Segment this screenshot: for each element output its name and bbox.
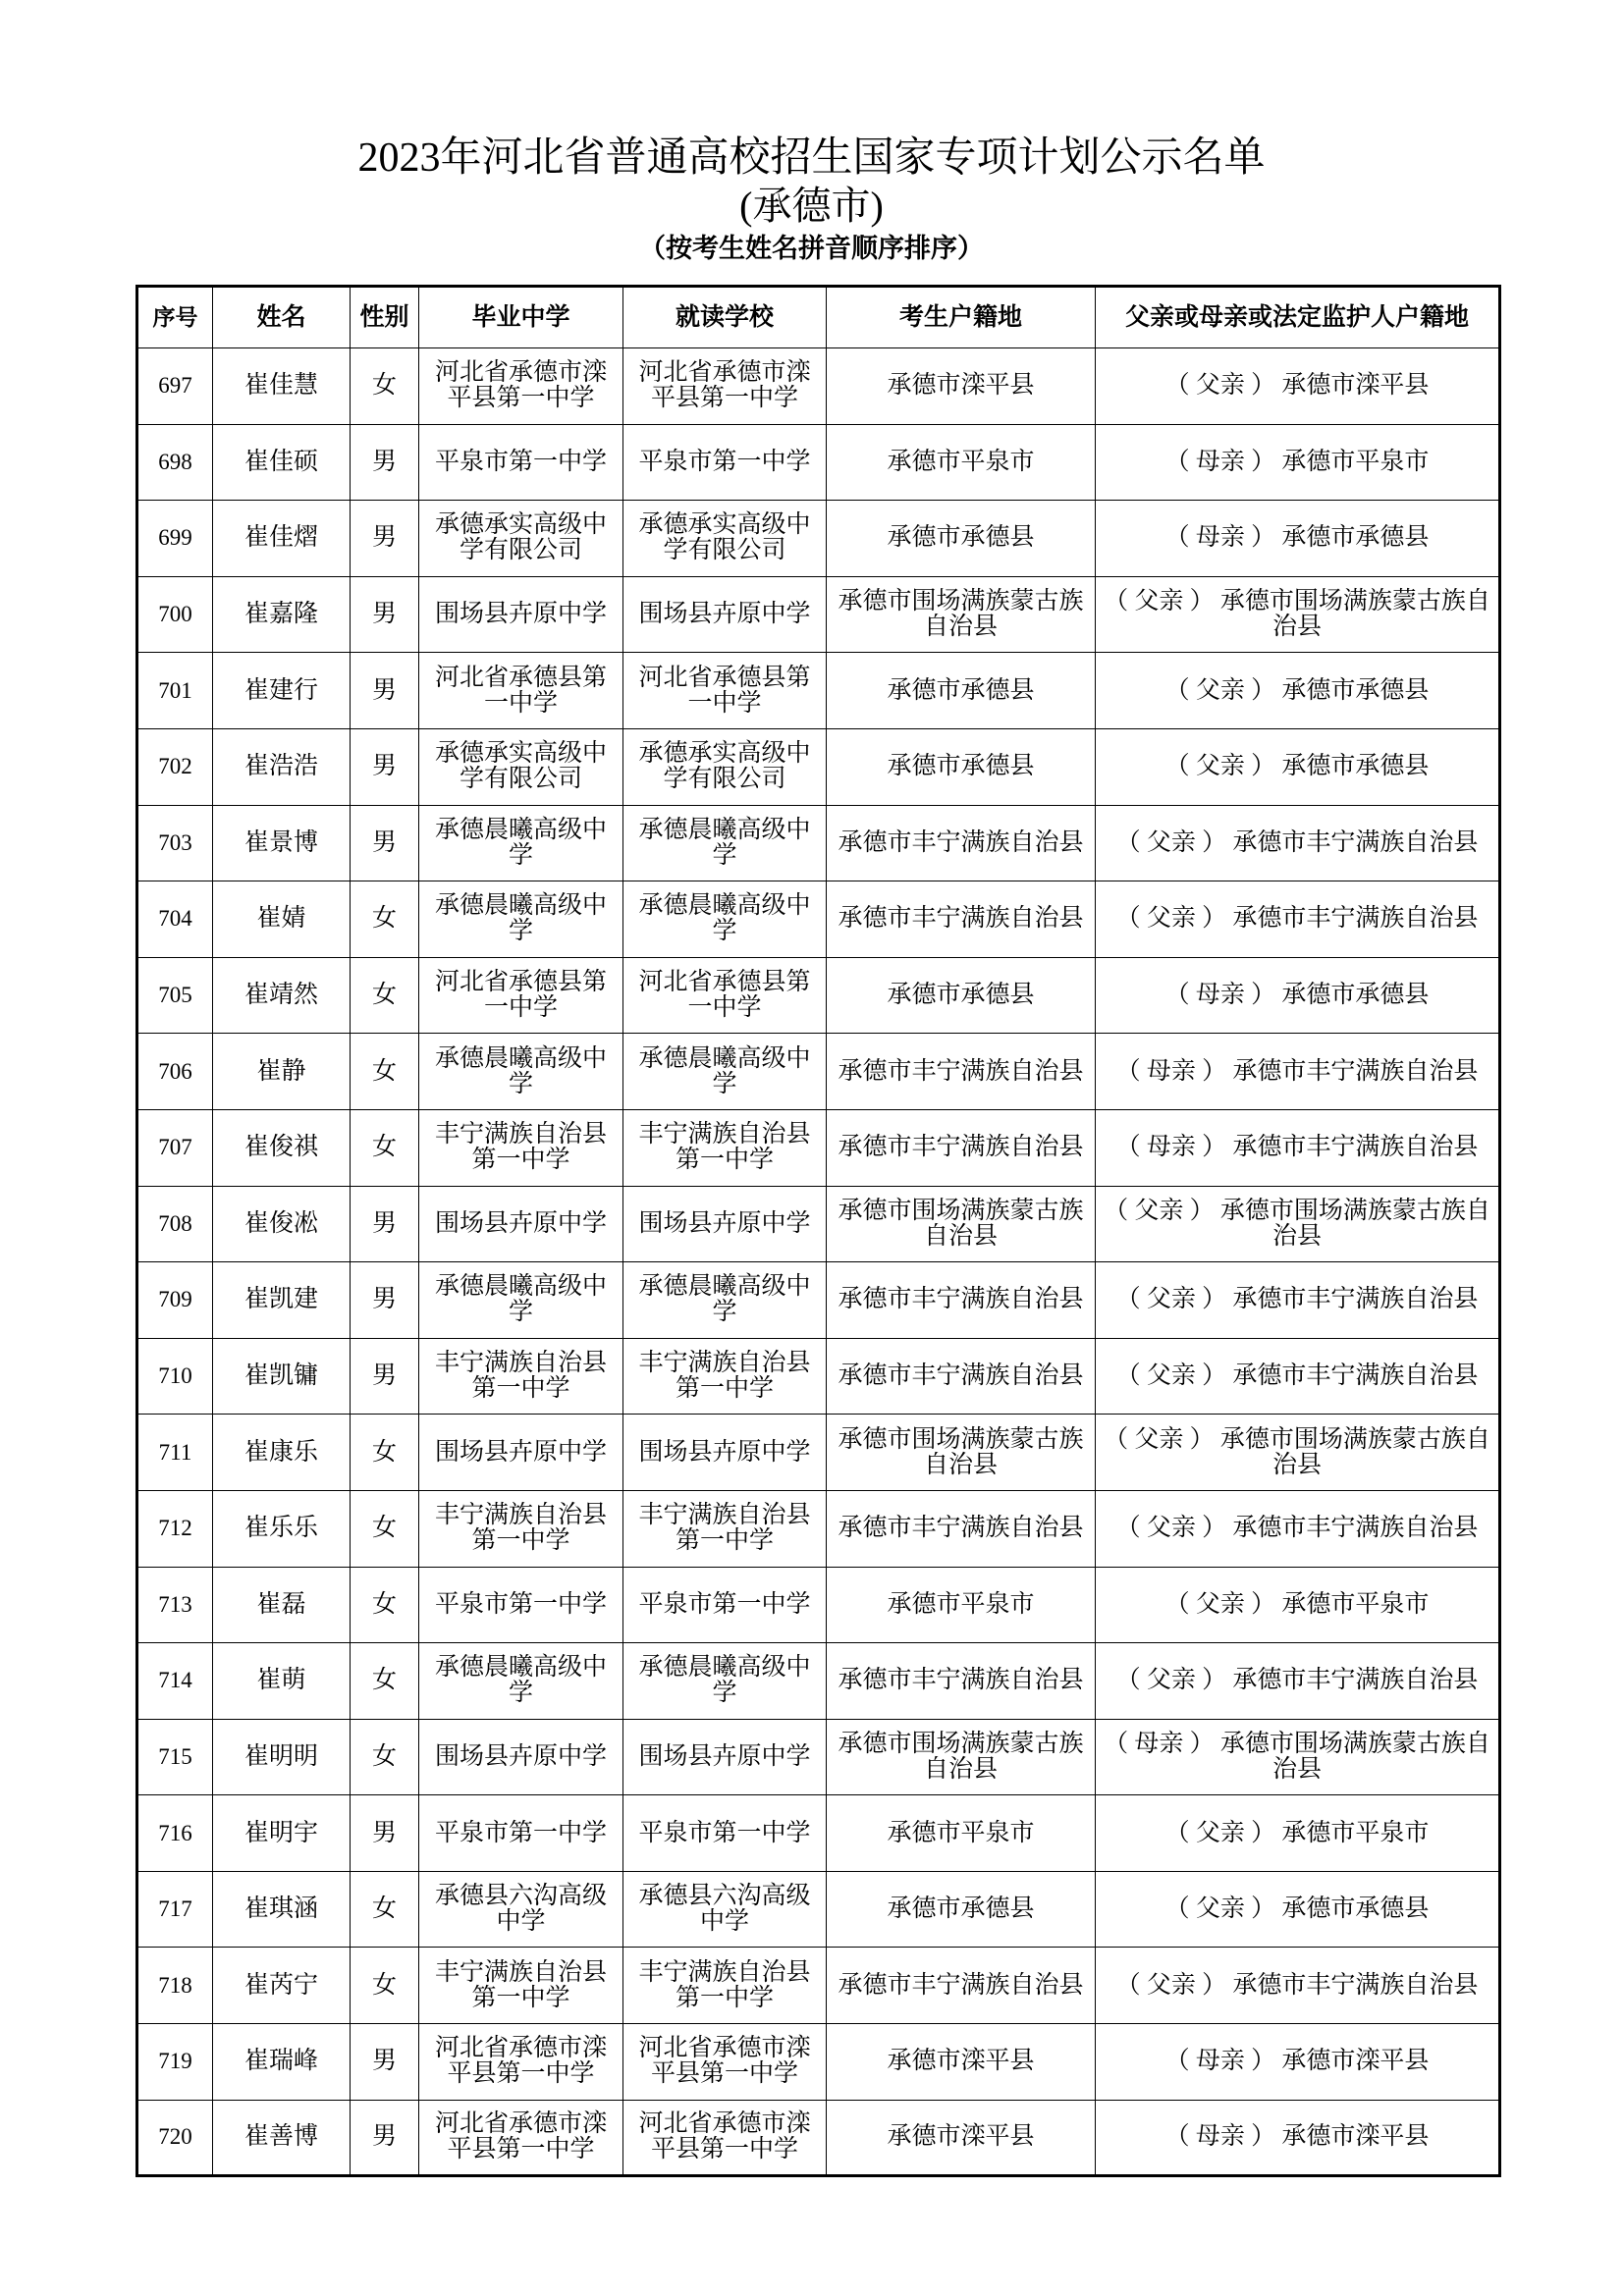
current-school-cell: 承德晨曦高级中学 <box>623 805 827 881</box>
student-household-cell: 承德市丰宁满族自治县 <box>827 1109 1096 1186</box>
guardian-household-cell: （ 父亲 ） 承德市丰宁满族自治县 <box>1096 1262 1500 1339</box>
current-school-cell: 承德承实高级中学有限公司 <box>623 728 827 805</box>
header-row <box>137 287 1500 348</box>
graduated-school-cell: 河北省承德市滦平县第一中学 <box>419 2100 623 2176</box>
student-name-cell: 崔嘉隆 <box>213 576 351 653</box>
student-household-cell: 承德市平泉市 <box>827 424 1096 501</box>
graduated-school-cell: 平泉市第一中学 <box>419 424 623 501</box>
row-number-cell: 701 <box>137 653 213 729</box>
table-row <box>137 1415 1500 1491</box>
graduated-school-cell: 丰宁满族自治县第一中学 <box>419 1109 623 1186</box>
graduated-school-cell: 丰宁满族自治县第一中学 <box>419 1490 623 1567</box>
table-row <box>137 881 1500 958</box>
student-name-cell: 崔建行 <box>213 653 351 729</box>
guardian-household-cell: （ 父亲 ） 承德市丰宁满族自治县 <box>1096 1948 1500 2024</box>
row-number-cell: 697 <box>137 348 213 425</box>
student-household-cell: 承德市丰宁满族自治县 <box>827 1034 1096 1110</box>
row-number-cell: 715 <box>137 1719 213 1795</box>
gender-cell: 男 <box>351 501 419 577</box>
student-name-cell: 崔佳熠 <box>213 501 351 577</box>
row-number-cell: 719 <box>137 2024 213 2101</box>
student-name-cell: 崔明明 <box>213 1719 351 1795</box>
gender-cell: 女 <box>351 1871 419 1948</box>
guardian-household-cell: （ 父亲 ） 承德市承德县 <box>1096 653 1500 729</box>
guardian-household-cell: （ 母亲 ） 承德市承德县 <box>1096 957 1500 1034</box>
student-name-cell: 崔俊凇 <box>213 1186 351 1262</box>
table-row <box>137 1719 1500 1795</box>
guardian-household-cell: （ 父亲 ） 承德市围场满族蒙古族自治县 <box>1096 1186 1500 1262</box>
gender-cell: 女 <box>351 1719 419 1795</box>
student-household-cell: 承德市丰宁满族自治县 <box>827 881 1096 958</box>
gender-cell: 女 <box>351 1643 419 1720</box>
table-row <box>137 501 1500 577</box>
gender-cell: 女 <box>351 1567 419 1643</box>
table-row <box>137 2024 1500 2101</box>
current-school-cell: 承德县六沟高级中学 <box>623 1871 827 1948</box>
student-household-cell: 承德市承德县 <box>827 957 1096 1034</box>
student-name-cell: 崔佳慧 <box>213 348 351 425</box>
current-school-cell: 河北省承德县第一中学 <box>623 653 827 729</box>
guardian-household-cell: （ 父亲 ） 承德市滦平县 <box>1096 348 1500 425</box>
current-school-cell: 承德晨曦高级中学 <box>623 1034 827 1110</box>
current-school-cell: 平泉市第一中学 <box>623 424 827 501</box>
gender-cell: 男 <box>351 424 419 501</box>
current-school-cell: 承德晨曦高级中学 <box>623 1262 827 1339</box>
student-name-cell: 崔康乐 <box>213 1415 351 1491</box>
graduated-school-cell: 承德晨曦高级中学 <box>419 1262 623 1339</box>
row-number-cell: 705 <box>137 957 213 1034</box>
gender-cell: 男 <box>351 1186 419 1262</box>
row-number-cell: 708 <box>137 1186 213 1262</box>
current-school-cell: 围场县卉原中学 <box>623 1415 827 1491</box>
table-row <box>137 1034 1500 1110</box>
gender-cell: 男 <box>351 2100 419 2176</box>
table-row <box>137 728 1500 805</box>
column-header-name: 姓名 <box>213 287 351 348</box>
student-name-cell: 崔善博 <box>213 2100 351 2176</box>
gender-cell: 女 <box>351 1109 419 1186</box>
gender-cell: 女 <box>351 1948 419 2024</box>
student-household-cell: 承德市丰宁满族自治县 <box>827 805 1096 881</box>
gender-cell: 男 <box>351 2024 419 2101</box>
guardian-household-cell: （ 母亲 ） 承德市承德县 <box>1096 501 1500 577</box>
row-number-cell: 710 <box>137 1338 213 1415</box>
gender-cell: 女 <box>351 1034 419 1110</box>
student-name-cell: 崔婧 <box>213 881 351 958</box>
current-school-cell: 河北省承德县第一中学 <box>623 957 827 1034</box>
row-number-cell: 700 <box>137 576 213 653</box>
current-school-cell: 丰宁满族自治县第一中学 <box>623 1109 827 1186</box>
gender-cell: 男 <box>351 1795 419 1872</box>
student-name-cell: 崔磊 <box>213 1567 351 1643</box>
current-school-cell: 平泉市第一中学 <box>623 1567 827 1643</box>
gender-cell: 男 <box>351 1338 419 1415</box>
guardian-household-cell: （ 父亲 ） 承德市围场满族蒙古族自治县 <box>1096 576 1500 653</box>
row-number-cell: 704 <box>137 881 213 958</box>
student-household-cell: 承德市滦平县 <box>827 348 1096 425</box>
student-household-cell: 承德市围场满族蒙古族自治县 <box>827 1415 1096 1491</box>
guardian-household-cell: （ 母亲 ） 承德市滦平县 <box>1096 2100 1500 2176</box>
student-household-cell: 承德市围场满族蒙古族自治县 <box>827 1186 1096 1262</box>
student-household-cell: 承德市平泉市 <box>827 1567 1096 1643</box>
student-name-cell: 崔芮宁 <box>213 1948 351 2024</box>
graduated-school-cell: 承德承实高级中学有限公司 <box>419 728 623 805</box>
student-name-cell: 崔凯镛 <box>213 1338 351 1415</box>
row-number-cell: 713 <box>137 1567 213 1643</box>
student-household-cell: 承德市围场满族蒙古族自治县 <box>827 576 1096 653</box>
student-name-cell: 崔乐乐 <box>213 1490 351 1567</box>
graduated-school-cell: 河北省承德市滦平县第一中学 <box>419 348 623 425</box>
student-household-cell: 承德市丰宁满族自治县 <box>827 1643 1096 1720</box>
guardian-household-cell: （ 父亲 ） 承德市丰宁满族自治县 <box>1096 1490 1500 1567</box>
student-name-cell: 崔凯建 <box>213 1262 351 1339</box>
student-name-cell: 崔琪涵 <box>213 1871 351 1948</box>
student-household-cell: 承德市承德县 <box>827 728 1096 805</box>
gender-cell: 女 <box>351 348 419 425</box>
gender-cell: 女 <box>351 1490 419 1567</box>
guardian-household-cell: （ 父亲 ） 承德市围场满族蒙古族自治县 <box>1096 1415 1500 1491</box>
table-row <box>137 1338 1500 1415</box>
column-header-graduated-school: 毕业中学 <box>419 287 623 348</box>
guardian-household-cell: （ 父亲 ） 承德市平泉市 <box>1096 1567 1500 1643</box>
guardian-household-cell: （ 母亲 ） 承德市丰宁满族自治县 <box>1096 1109 1500 1186</box>
column-header-household: 考生户籍地 <box>827 287 1096 348</box>
guardian-household-cell: （ 母亲 ） 承德市滦平县 <box>1096 2024 1500 2101</box>
gender-cell: 男 <box>351 805 419 881</box>
sort-note: （按考生姓名拼音顺序排序） <box>639 234 984 263</box>
graduated-school-cell: 承德晨曦高级中学 <box>419 881 623 958</box>
table-row <box>137 576 1500 653</box>
student-household-cell: 承德市丰宁满族自治县 <box>827 1338 1096 1415</box>
current-school-cell: 围场县卉原中学 <box>623 576 827 653</box>
graduated-school-cell: 承德晨曦高级中学 <box>419 805 623 881</box>
student-name-cell: 崔萌 <box>213 1643 351 1720</box>
gender-cell: 女 <box>351 957 419 1034</box>
graduated-school-cell: 平泉市第一中学 <box>419 1795 623 1872</box>
table-row <box>137 805 1500 881</box>
graduated-school-cell: 平泉市第一中学 <box>419 1567 623 1643</box>
graduated-school-cell: 河北省承德县第一中学 <box>419 957 623 1034</box>
table-row <box>137 348 1500 425</box>
student-household-cell: 承德市承德县 <box>827 653 1096 729</box>
table-row <box>137 957 1500 1034</box>
column-header-guardian-household: 父亲或母亲或法定监护人户籍地 <box>1096 287 1500 348</box>
row-number-cell: 698 <box>137 424 213 501</box>
table-row <box>137 2100 1500 2176</box>
student-name-cell: 崔瑞峰 <box>213 2024 351 2101</box>
current-school-cell: 丰宁满族自治县第一中学 <box>623 1490 827 1567</box>
student-name-cell: 崔俊祺 <box>213 1109 351 1186</box>
row-number-cell: 709 <box>137 1262 213 1339</box>
guardian-household-cell: （ 父亲 ） 承德市丰宁满族自治县 <box>1096 1338 1500 1415</box>
row-number-cell: 716 <box>137 1795 213 1872</box>
student-household-cell: 承德市平泉市 <box>827 1795 1096 1872</box>
table-row <box>137 1109 1500 1186</box>
guardian-household-cell: （ 父亲 ） 承德市承德县 <box>1096 1871 1500 1948</box>
row-number-cell: 718 <box>137 1948 213 2024</box>
graduated-school-cell: 围场县卉原中学 <box>419 1186 623 1262</box>
graduated-school-cell: 承德承实高级中学有限公司 <box>419 501 623 577</box>
guardian-household-cell: （ 父亲 ） 承德市丰宁满族自治县 <box>1096 881 1500 958</box>
graduated-school-cell: 承德晨曦高级中学 <box>419 1034 623 1110</box>
column-header-current-school: 就读学校 <box>623 287 827 348</box>
current-school-cell: 承德承实高级中学有限公司 <box>623 501 827 577</box>
current-school-cell: 围场县卉原中学 <box>623 1186 827 1262</box>
document-title: 2023年河北省普通高校招生国家专项计划公示名单 <box>357 135 1266 181</box>
graduated-school-cell: 承德晨曦高级中学 <box>419 1643 623 1720</box>
table-row <box>137 1567 1500 1643</box>
gender-cell: 男 <box>351 576 419 653</box>
student-household-cell: 承德市滦平县 <box>827 2100 1096 2176</box>
student-name-cell: 崔佳硕 <box>213 424 351 501</box>
student-household-cell: 承德市承德县 <box>827 1871 1096 1948</box>
graduated-school-cell: 围场县卉原中学 <box>419 1415 623 1491</box>
row-number-cell: 706 <box>137 1034 213 1110</box>
table-row <box>137 1186 1500 1262</box>
current-school-cell: 平泉市第一中学 <box>623 1795 827 1872</box>
graduated-school-cell: 承德县六沟高级中学 <box>419 1871 623 1948</box>
graduated-school-cell: 围场县卉原中学 <box>419 1719 623 1795</box>
graduated-school-cell: 围场县卉原中学 <box>419 576 623 653</box>
table-row <box>137 1490 1500 1567</box>
current-school-cell: 承德晨曦高级中学 <box>623 881 827 958</box>
table-row <box>137 1871 1500 1948</box>
student-household-cell: 承德市承德县 <box>827 501 1096 577</box>
graduated-school-cell: 丰宁满族自治县第一中学 <box>419 1338 623 1415</box>
row-number-cell: 712 <box>137 1490 213 1567</box>
current-school-cell: 河北省承德市滦平县第一中学 <box>623 348 827 425</box>
roster-table <box>135 285 1501 2177</box>
student-household-cell: 承德市滦平县 <box>827 2024 1096 2101</box>
student-household-cell: 承德市围场满族蒙古族自治县 <box>827 1719 1096 1795</box>
table-body <box>137 348 1500 2176</box>
guardian-household-cell: （ 父亲 ） 承德市丰宁满族自治县 <box>1096 1643 1500 1720</box>
student-name-cell: 崔景博 <box>213 805 351 881</box>
column-header-gender: 性别 <box>351 287 419 348</box>
gender-cell: 女 <box>351 881 419 958</box>
row-number-cell: 720 <box>137 2100 213 2176</box>
row-number-cell: 702 <box>137 728 213 805</box>
gender-cell: 女 <box>351 1415 419 1491</box>
current-school-cell: 丰宁满族自治县第一中学 <box>623 1338 827 1415</box>
student-name-cell: 崔靖然 <box>213 957 351 1034</box>
gender-cell: 男 <box>351 1262 419 1339</box>
table-row <box>137 1643 1500 1720</box>
current-school-cell: 围场县卉原中学 <box>623 1719 827 1795</box>
guardian-household-cell: （ 父亲 ） 承德市承德县 <box>1096 728 1500 805</box>
gender-cell: 男 <box>351 728 419 805</box>
student-name-cell: 崔明宇 <box>213 1795 351 1872</box>
row-number-cell: 707 <box>137 1109 213 1186</box>
current-school-cell: 河北省承德市滦平县第一中学 <box>623 2024 827 2101</box>
graduated-school-cell: 丰宁满族自治县第一中学 <box>419 1948 623 2024</box>
current-school-cell: 丰宁满族自治县第一中学 <box>623 1948 827 2024</box>
table-header <box>137 287 1500 348</box>
graduated-school-cell: 河北省承德市滦平县第一中学 <box>419 2024 623 2101</box>
student-household-cell: 承德市丰宁满族自治县 <box>827 1262 1096 1339</box>
gender-cell: 男 <box>351 653 419 729</box>
guardian-household-cell: （ 母亲 ） 承德市平泉市 <box>1096 424 1500 501</box>
table-row <box>137 653 1500 729</box>
row-number-cell: 714 <box>137 1643 213 1720</box>
document-subtitle: (承德市) <box>739 184 884 228</box>
row-number-cell: 711 <box>137 1415 213 1491</box>
student-household-cell: 承德市丰宁满族自治县 <box>827 1948 1096 2024</box>
column-header-number: 序号 <box>137 287 213 348</box>
table-row <box>137 424 1500 501</box>
row-number-cell: 699 <box>137 501 213 577</box>
table-row <box>137 1262 1500 1339</box>
row-number-cell: 717 <box>137 1871 213 1948</box>
guardian-household-cell: （ 父亲 ） 承德市平泉市 <box>1096 1795 1500 1872</box>
current-school-cell: 承德晨曦高级中学 <box>623 1643 827 1720</box>
table-row <box>137 1795 1500 1872</box>
guardian-household-cell: （ 母亲 ） 承德市丰宁满族自治县 <box>1096 1034 1500 1110</box>
table-row <box>137 1948 1500 2024</box>
student-name-cell: 崔浩浩 <box>213 728 351 805</box>
current-school-cell: 河北省承德市滦平县第一中学 <box>623 2100 827 2176</box>
graduated-school-cell: 河北省承德县第一中学 <box>419 653 623 729</box>
guardian-household-cell: （ 父亲 ） 承德市丰宁满族自治县 <box>1096 805 1500 881</box>
student-name-cell: 崔静 <box>213 1034 351 1110</box>
guardian-household-cell: （ 母亲 ） 承德市围场满族蒙古族自治县 <box>1096 1719 1500 1795</box>
row-number-cell: 703 <box>137 805 213 881</box>
student-household-cell: 承德市丰宁满族自治县 <box>827 1490 1096 1567</box>
